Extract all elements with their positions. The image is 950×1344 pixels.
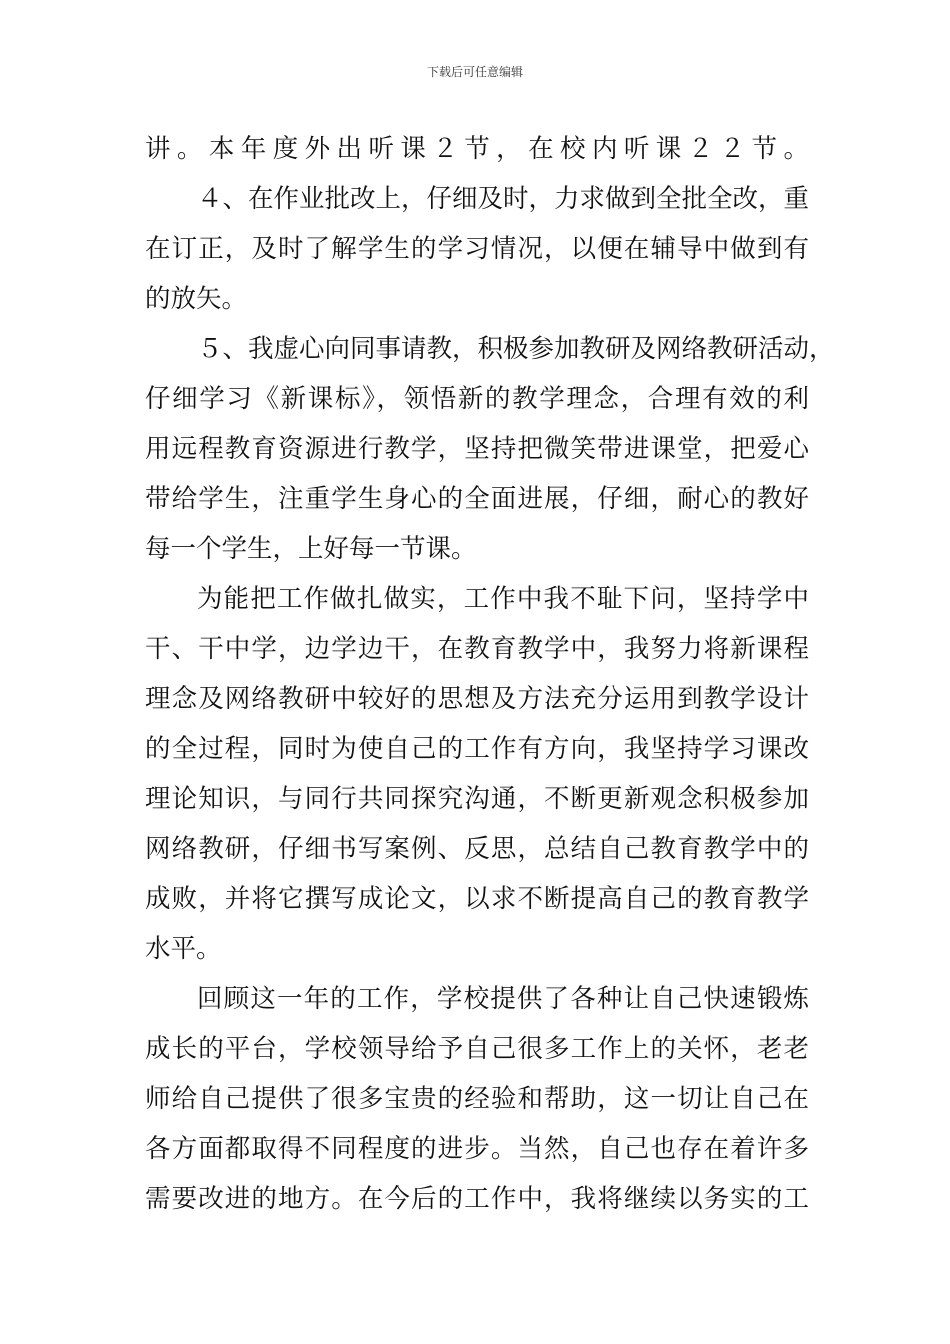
text-line: ４、在作业批改上，仔细及时，力求做到全批全改，重: [197, 184, 810, 214]
text-line: 各方面都取得不同程度的进步。当然，自己也存在着许多: [145, 1134, 809, 1164]
text-line: 干、干中学，边学边干，在教育教学中，我努力将新课程: [145, 634, 809, 664]
text-line: 带给学生，注重学生身心的全面进展，仔细，耐心的教好: [145, 484, 809, 514]
text-line: 网络教研，仔细书写案例、反思，总结自己教育教学中的: [145, 834, 809, 864]
text-line: 成长的平台，学校领导给予自己很多工作上的关怀，老老: [145, 1034, 809, 1064]
text-line: 成败，并将它撰写成论文，以求不断提高自己的教育教学: [145, 884, 809, 914]
text-line: 理论知识，与同行共同探究沟通，不断更新观念积极参加: [145, 784, 809, 814]
document-body: [145, 124, 835, 1224]
text-line: 回顾这一年的工作，学校提供了各种让自己快速锻炼: [197, 984, 809, 1014]
text-line: 的放矢。: [145, 284, 248, 314]
text-line: 每一个学生，上好每一节课。: [145, 534, 477, 564]
text-line: 水平。: [145, 934, 222, 964]
text-line: 仔细学习《新课标》，领悟新的教学理念，合理有效的利: [145, 384, 809, 414]
text-line: 讲。本年度外出听课２节，在校内听课２２节。: [145, 134, 809, 164]
page-header: 下载后可任意编辑: [426, 65, 523, 79]
text-line: 的全过程，同时为使自己的工作有方向，我坚持学习课改: [145, 734, 809, 764]
text-line: 在订正，及时了解学生的学习情况，以便在辅导中做到有: [145, 234, 809, 264]
text-line: 需要改进的地方。在今后的工作中，我将继续以务实的工: [145, 1184, 809, 1214]
text-line: ５、我虚心向同事请教，积极参加教研及网络教研活动，: [197, 334, 835, 364]
text-line: 为能把工作做扎做实，工作中我不耻下问，坚持学中: [197, 584, 809, 614]
text-line: 理念及网络教研中较好的思想及方法充分运用到教学设计: [145, 684, 809, 714]
text-line: 用远程教育资源进行教学，坚持把微笑带进课堂，把爱心: [145, 434, 809, 464]
text-line: 师给自己提供了很多宝贵的经验和帮助，这一切让自己在: [145, 1084, 809, 1114]
